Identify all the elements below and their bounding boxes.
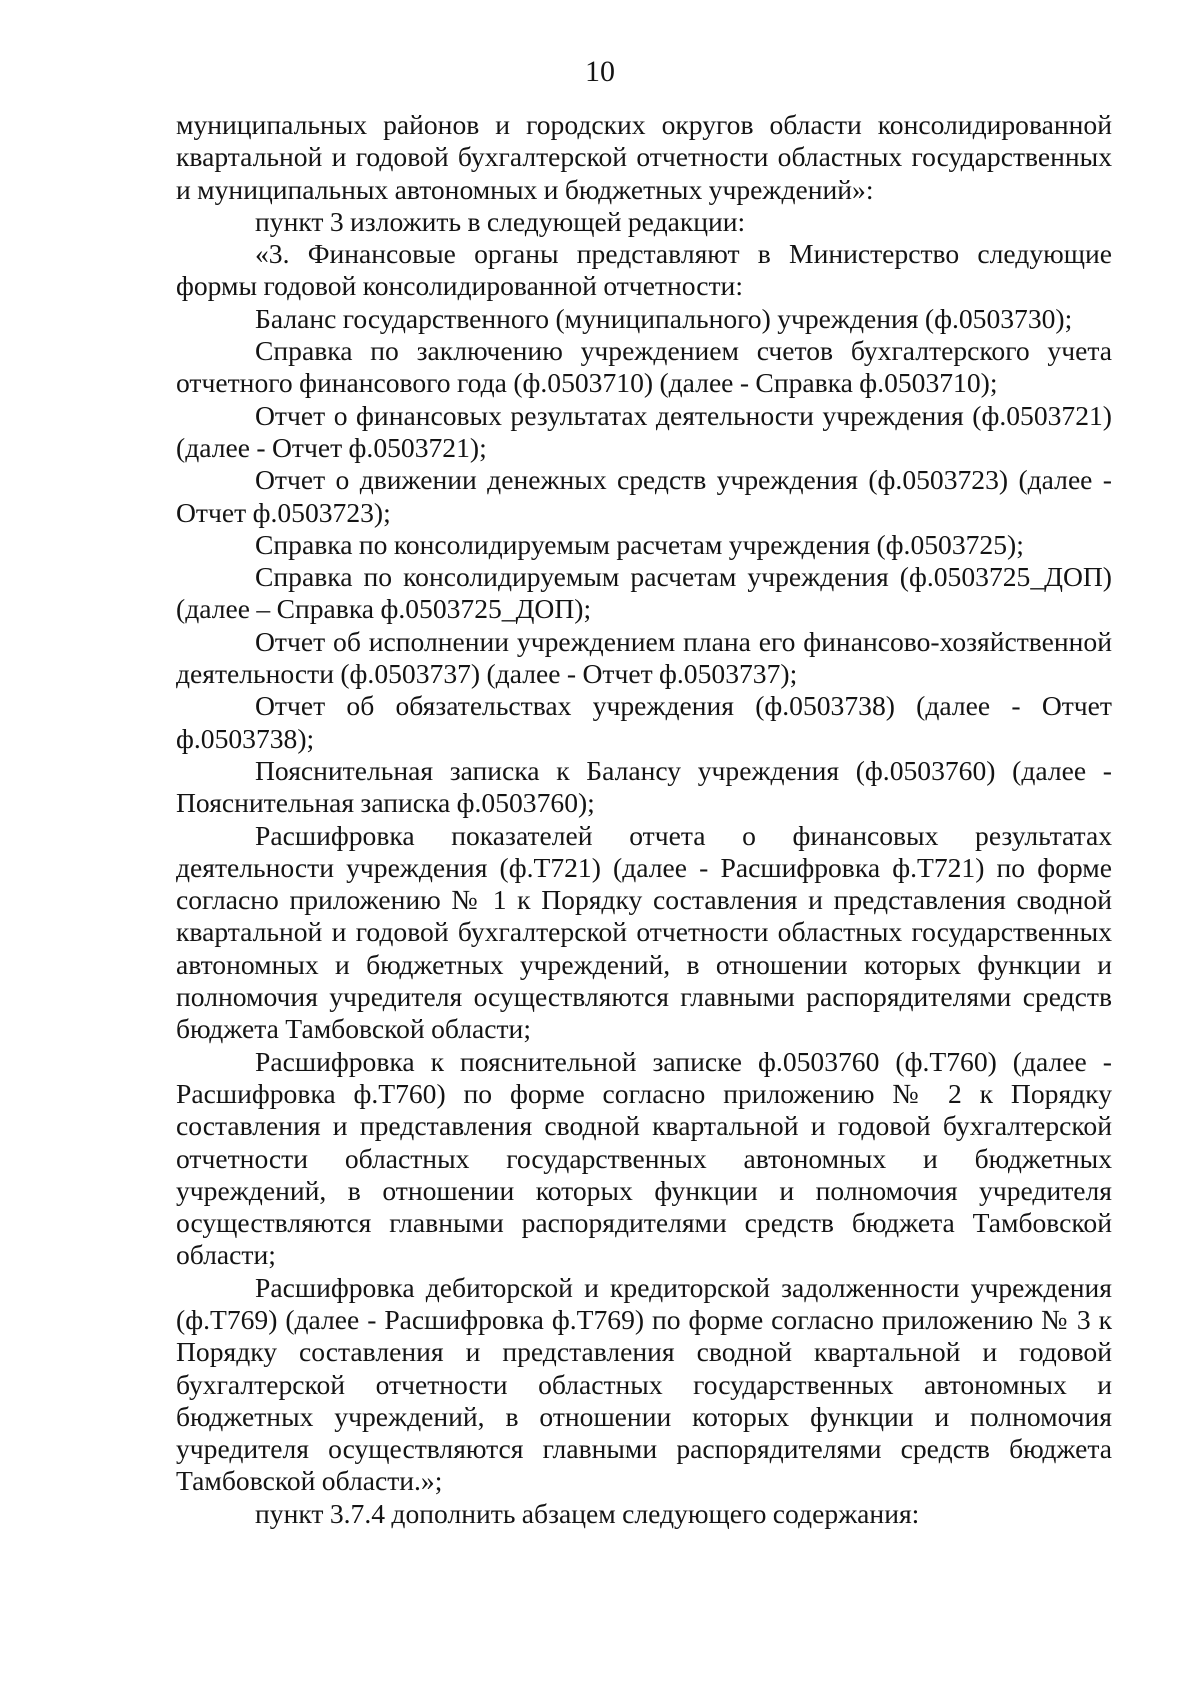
paragraph-continuation: муниципальных районов и городских округов области консолидированной квартальной и годовой бухгалтерской отчетности областных государственных и муниципальных автономных и бюджетных учреждений»: xyxy=(176,109,1112,205)
paragraph-form-0503738: Отчет об обязательствах учреждения (ф.0503738) (далее - Отчет ф.0503738); xyxy=(176,690,1112,754)
paragraph-clause-3: «3. Финансовые органы представляют в Министерство следующие формы годовой консолидированной отчетности: xyxy=(176,238,1112,302)
paragraph-form-0503730: Баланс государственного (муниципального) учреждения (ф.0503730); xyxy=(255,302,1073,334)
paragraph-instruction: пункт 3 изложить в следующей редакции: xyxy=(255,205,746,237)
paragraph-form-0503721: Отчет о финансовых результатах деятельности учреждения (ф.0503721) (далее - Отчет ф.0503721); xyxy=(176,399,1112,463)
page-number: 10 xyxy=(585,55,615,88)
paragraph-form-0503737: Отчет об исполнении учреждением плана его финансово-хозяйственной деятельности (ф.0503737) (далее - Отчет ф.0503737); xyxy=(176,625,1112,690)
paragraph-form-0503760: Пояснительная записка к Балансу учреждения (ф.0503760) (далее - Пояснительная записка ф.0503760); xyxy=(176,754,1112,819)
paragraph-clause-3-7-4: пункт 3.7.4 дополнить абзацем следующего содержания: xyxy=(255,1497,920,1529)
paragraph-form-0503725: Справка по консолидируемым расчетам учреждения (ф.0503725); xyxy=(255,528,1024,560)
paragraph-form-0503725-dop: Справка по консолидируемым расчетам учреждения (ф.0503725_ДОП) (далее – Справка ф.0503725_ДОП); xyxy=(176,561,1112,625)
paragraph-form-t760: Расшифровка к пояснительной записке ф.0503760 (ф.Т760) (далее - Расшифровка ф.Т760) по форме согласно приложению № 2 к Порядку составления и представления сводной квартальной и годовой бухгалтерской отчетности областных государственных автономных и бюджетных учреждений, в отношении которых функции и полномочия учредителя осуществляются главными распорядителями средств бюджета Тамбовской области; xyxy=(176,1045,1112,1271)
paragraph-form-t721: Расшифровка показателей отчета о финансовых результатах деятельности учреждения (ф.Т721) (далее - Расшифровка ф.Т721) по форме согласно приложению № 1 к Порядку составления и представления сводной квартальной и годовой бухгалтерской отчетности областных государственных автономных и бюджетных учреждений, в отношении которых функции и полномочия учредителя осуществляются главными распорядителями средств бюджета Тамбовской области; xyxy=(176,819,1112,1045)
paragraph-form-0503710: Справка по заключению учреждением счетов бухгалтерского учета отчетного финансового года (ф.0503710) (далее - Справка ф.0503710); xyxy=(176,335,1112,399)
document-body xyxy=(176,109,1112,1530)
paragraph-form-0503723: Отчет о движении денежных средств учреждения (ф.0503723) (далее - Отчет ф.0503723); xyxy=(176,464,1112,528)
paragraph-form-t769: Расшифровка дебиторской и кредиторской задолженности учреждения (ф.Т769) (далее - Расшифровка ф.Т769) по форме согласно приложению № 3 к Порядку составления и представления сводной квартальной и годовой бухгалтерской отчетности областных государственных автономных и бюджетных учреждений, в отношении которых функции и полномочия учредителя осуществляются главными распорядителями средств бюджета Тамбовской области.»; xyxy=(176,1271,1112,1497)
